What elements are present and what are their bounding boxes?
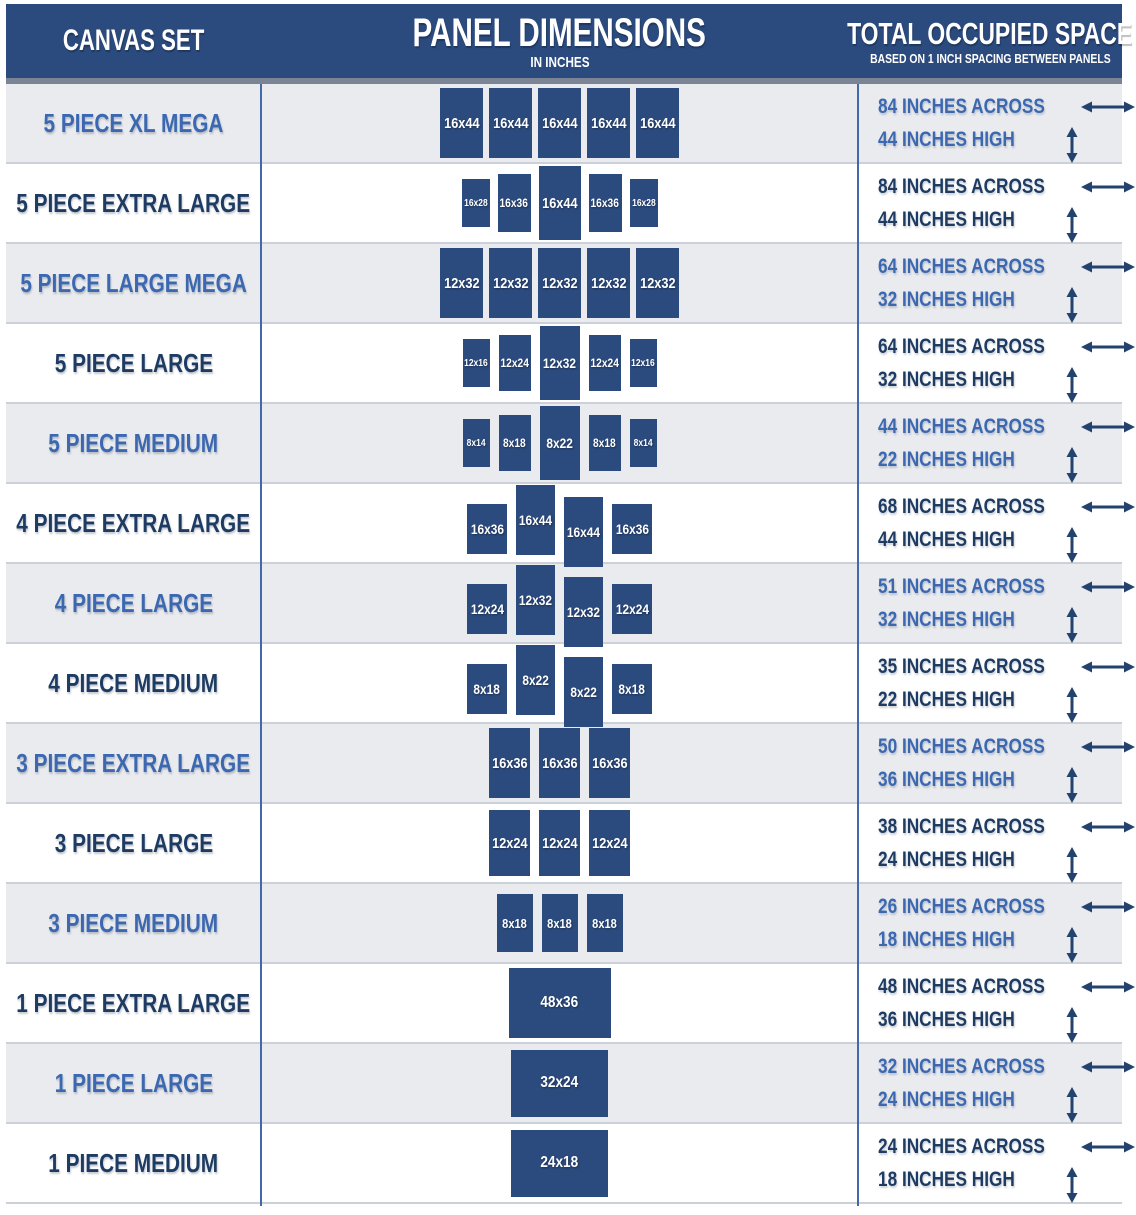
horizontal-arrow-icon (1081, 1140, 1135, 1154)
canvas-panel (498, 174, 531, 232)
canvas-panel (516, 485, 555, 555)
horizontal-arrow-icon (1081, 660, 1135, 674)
inches-high-line (878, 767, 1092, 793)
inches-across-label: 51 INCHES ACROSS (878, 574, 1045, 598)
canvas-set-name: 5 PIECE LARGE MEGA (20, 267, 247, 298)
panel-size-label: 16x28 (631, 197, 656, 209)
panel-layout (261, 84, 858, 162)
panel-size-label: 8x18 (618, 681, 646, 697)
table-row (6, 1044, 1122, 1124)
inches-high-label: 36 INCHES HIGH (878, 1007, 1015, 1031)
panel-size-label: 16x44 (541, 114, 578, 132)
occupied-space (858, 1044, 1122, 1122)
panel-size-label: 8x14 (633, 437, 653, 449)
occupied-space (858, 164, 1122, 242)
canvas-panel (538, 88, 581, 158)
table-row (6, 964, 1122, 1044)
vertical-arrow-icon (1045, 277, 1099, 323)
panel-size-label: 16x36 (615, 521, 649, 537)
canvas-panel (509, 968, 611, 1038)
occupied-space (858, 404, 1122, 482)
panel-size-label: 8x18 (593, 436, 616, 450)
panel-size-label: 12x24 (591, 834, 628, 852)
header-canvas-set (6, 4, 261, 78)
horizontal-arrow-icon (1081, 340, 1135, 354)
inches-high-label: 36 INCHES HIGH (878, 767, 1015, 791)
panel-size-label: 12x24 (615, 601, 649, 617)
canvas-panel (612, 584, 652, 634)
canvas-panel (489, 88, 532, 158)
canvas-panel (540, 406, 580, 480)
vertical-arrow-icon (1045, 677, 1099, 723)
horizontal-arrow-icon (1081, 900, 1135, 914)
inches-high-line (878, 1087, 1092, 1113)
inches-across-label: 50 INCHES ACROSS (878, 734, 1045, 758)
vertical-arrow-icon (1045, 357, 1099, 403)
panel-size-label: 8x22 (522, 672, 549, 688)
panel-size-label: 8x18 (547, 915, 572, 931)
inches-high-line (878, 687, 1092, 713)
panel-layout (261, 644, 858, 722)
horizontal-arrow-icon (1081, 980, 1135, 994)
panel-size-label: 12x32 (541, 274, 578, 292)
header-total-occupied-space (847, 4, 1133, 78)
canvas-set-name: 1 PIECE LARGE (54, 1067, 213, 1098)
vertical-arrow-icon (1045, 1077, 1099, 1123)
panel-layout (261, 1044, 858, 1122)
canvas-panel (630, 419, 657, 467)
panel-size-label: 16x36 (541, 754, 578, 772)
panel-layout (261, 804, 858, 882)
inches-across-label: 38 INCHES ACROSS (878, 814, 1045, 838)
occupied-space (858, 564, 1122, 642)
inches-high-line (878, 1007, 1092, 1033)
canvas-panel (630, 179, 658, 227)
canvas-panel (587, 894, 623, 952)
panel-size-label: 8x18 (502, 915, 527, 931)
panel-size-label: 8x22 (570, 684, 597, 700)
inches-high-line (878, 287, 1092, 313)
inches-high-label: 22 INCHES HIGH (878, 447, 1015, 471)
table-row (6, 724, 1122, 804)
occupied-space (858, 484, 1122, 562)
horizontal-arrow-icon (1081, 500, 1135, 514)
panel-layout (261, 404, 858, 482)
horizontal-arrow-icon (1081, 1060, 1135, 1074)
panel-size-label: 12x24 (541, 834, 578, 852)
canvas-set-name: 1 PIECE MEDIUM (48, 1147, 219, 1178)
canvas-panel (497, 894, 533, 952)
inches-high-label: 24 INCHES HIGH (878, 1087, 1015, 1111)
inches-high-label: 18 INCHES HIGH (878, 927, 1015, 951)
canvas-panel (589, 810, 630, 876)
horizontal-arrow-icon (1081, 820, 1135, 834)
panel-size-label: 12x32 (492, 274, 529, 292)
canvas-panel (612, 664, 652, 714)
panel-size-label: 16x44 (492, 114, 529, 132)
canvas-set-name: 3 PIECE MEDIUM (48, 907, 219, 938)
canvas-panel (440, 248, 483, 318)
panel-layout (261, 884, 858, 962)
panel-size-label: 16x36 (590, 196, 620, 210)
inches-high-label: 18 INCHES HIGH (878, 1167, 1015, 1191)
inches-high-line (878, 927, 1092, 953)
table-row (6, 164, 1122, 244)
panel-layout (261, 484, 858, 562)
canvas-set-name: 4 PIECE EXTRA LARGE (16, 507, 251, 538)
canvas-panel (511, 1130, 608, 1197)
panel-size-label: 48x36 (540, 994, 579, 1011)
panel-size-label: 16x44 (566, 524, 601, 540)
vertical-arrow-icon (1045, 837, 1099, 883)
occupied-space (858, 84, 1122, 162)
occupied-space (858, 884, 1122, 962)
panel-layout (261, 1124, 858, 1202)
panel-size-label: 32x24 (540, 1074, 579, 1091)
table-row (6, 884, 1122, 964)
canvas-panel (539, 166, 581, 240)
canvas-panel (489, 810, 530, 876)
panel-size-label: 12x32 (566, 604, 601, 620)
panel-size-label: 16x36 (491, 754, 528, 772)
vertical-arrow-icon (1045, 757, 1099, 803)
vertical-arrow-icon (1045, 1157, 1099, 1203)
canvas-set-name: 3 PIECE EXTRA LARGE (16, 747, 251, 778)
horizontal-arrow-icon (1081, 180, 1135, 194)
canvas-panel (489, 248, 532, 318)
inches-high-label: 22 INCHES HIGH (878, 687, 1015, 711)
canvas-panel (587, 248, 630, 318)
inches-high-label: 44 INCHES HIGH (878, 527, 1015, 551)
canvas-set-table (6, 84, 1122, 1204)
panel-size-label: 12x16 (464, 357, 488, 369)
table-row (6, 804, 1122, 884)
inches-high-line (878, 447, 1092, 473)
canvas-panel (564, 497, 603, 567)
canvas-panel (462, 179, 490, 227)
inches-high-line (878, 127, 1092, 153)
horizontal-arrow-icon (1081, 740, 1135, 754)
table-row (6, 484, 1122, 564)
canvas-panel (511, 1050, 608, 1117)
table-row (6, 84, 1122, 164)
panel-size-label: 8x18 (503, 436, 526, 450)
canvas-panel (589, 728, 630, 798)
panel-layout (261, 324, 858, 402)
inches-across-label: 35 INCHES ACROSS (878, 654, 1045, 678)
canvas-panel (516, 645, 555, 715)
inches-across-label: 84 INCHES ACROSS (878, 94, 1045, 118)
canvas-panel (589, 335, 621, 391)
panel-layout (261, 724, 858, 802)
panel-size-label: 16x36 (499, 196, 529, 210)
canvas-set-name: 5 PIECE EXTRA LARGE (16, 187, 251, 218)
canvas-panel (499, 415, 531, 471)
panel-layout (261, 244, 858, 322)
panel-size-label: 16x28 (463, 197, 488, 209)
table-row (6, 404, 1122, 484)
panel-layout (261, 164, 858, 242)
inches-high-line (878, 847, 1092, 873)
inches-high-label: 32 INCHES HIGH (878, 287, 1015, 311)
canvas-panel (612, 504, 652, 554)
panel-size-label: 8x18 (473, 681, 501, 697)
vertical-arrow-icon (1045, 917, 1099, 963)
panel-size-label: 16x36 (591, 754, 628, 772)
inches-high-label: 32 INCHES HIGH (878, 607, 1015, 631)
total-occupied-space-title: TOTAL OCCUPIED SPACE (847, 15, 1133, 51)
canvas-panel (540, 326, 580, 400)
panel-size-label: 12x32 (443, 274, 480, 292)
canvas-panel (539, 728, 580, 798)
occupied-space (858, 324, 1122, 402)
table-row (6, 564, 1122, 644)
header-panel-dimensions (261, 4, 858, 78)
column-divider-right (857, 84, 859, 1206)
canvas-panel (516, 565, 555, 635)
total-occupied-space-subtitle: BASED ON 1 INCH SPACING BETWEEN PANELS (869, 50, 1111, 66)
occupied-space (858, 244, 1122, 322)
canvas-panel (630, 339, 657, 387)
panel-size-label: 12x32 (590, 274, 627, 292)
canvas-set-name: 3 PIECE LARGE (54, 827, 213, 858)
canvas-panel (589, 174, 622, 232)
occupied-space (858, 724, 1122, 802)
panel-size-label: 16x44 (639, 114, 676, 132)
table-header (6, 4, 1133, 84)
canvas-panel (564, 577, 603, 647)
canvas-panel (463, 339, 490, 387)
inches-across-label: 26 INCHES ACROSS (878, 894, 1045, 918)
inches-across-label: 84 INCHES ACROSS (878, 174, 1045, 198)
inches-across-label: 48 INCHES ACROSS (878, 974, 1045, 998)
panel-size-label: 12x32 (639, 274, 676, 292)
inches-across-label: 68 INCHES ACROSS (878, 494, 1045, 518)
inches-high-line (878, 207, 1092, 233)
column-divider-left (260, 84, 262, 1206)
vertical-arrow-icon (1045, 117, 1099, 163)
panel-size-label: 12x24 (500, 356, 529, 370)
canvas-set-name: 4 PIECE LARGE (54, 587, 213, 618)
panel-size-label: 12x32 (518, 592, 553, 608)
panel-size-label: 12x24 (590, 356, 619, 370)
vertical-arrow-icon (1045, 197, 1099, 243)
inches-high-label: 44 INCHES HIGH (878, 127, 1015, 151)
inches-across-label: 64 INCHES ACROSS (878, 334, 1045, 358)
panel-size-label: 8x18 (592, 915, 617, 931)
inches-across-label: 24 INCHES ACROSS (878, 1134, 1045, 1158)
inches-high-line (878, 607, 1092, 633)
inches-high-line (878, 527, 1092, 553)
canvas-panel (538, 248, 581, 318)
horizontal-arrow-icon (1081, 260, 1135, 274)
canvas-panel (587, 88, 630, 158)
inches-high-line (878, 1167, 1092, 1193)
panel-dimensions-subtitle: IN INCHES (529, 53, 590, 71)
vertical-arrow-icon (1045, 997, 1099, 1043)
table-row (6, 644, 1122, 724)
inches-across-label: 44 INCHES ACROSS (878, 414, 1045, 438)
panel-layout (261, 564, 858, 642)
table-row (6, 1124, 1122, 1204)
table-row (6, 244, 1122, 324)
canvas-set-name: 5 PIECE LARGE (54, 347, 213, 378)
canvas-set-name: 1 PIECE EXTRA LARGE (16, 987, 251, 1018)
table-row (6, 324, 1122, 404)
canvas-set-name: 5 PIECE XL MEGA (43, 107, 224, 138)
canvas-panel (463, 419, 490, 467)
occupied-space (858, 644, 1122, 722)
occupied-space (858, 964, 1122, 1042)
panel-size-label: 8x14 (466, 437, 486, 449)
panel-size-label: 12x24 (491, 834, 528, 852)
panel-dimensions-title: PANEL DIMENSIONS (412, 10, 707, 55)
panel-size-label: 12x32 (542, 355, 577, 371)
canvas-panel (467, 664, 507, 714)
panel-size-label: 12x24 (470, 601, 504, 617)
panel-size-label: 16x44 (443, 114, 480, 132)
horizontal-arrow-icon (1081, 420, 1135, 434)
vertical-arrow-icon (1045, 597, 1099, 643)
panel-size-label: 24x18 (540, 1154, 579, 1171)
inches-across-label: 64 INCHES ACROSS (878, 254, 1045, 278)
panel-size-label: 16x44 (541, 194, 578, 212)
canvas-panel (589, 415, 621, 471)
canvas-set-name: 5 PIECE MEDIUM (48, 427, 219, 458)
inches-high-line (878, 367, 1092, 393)
canvas-panel (636, 248, 679, 318)
canvas-panel (564, 657, 603, 727)
canvas-panel (440, 88, 483, 158)
canvas-set-title: CANVAS SET (62, 24, 205, 57)
panel-size-label: 16x44 (518, 512, 553, 528)
canvas-panel (467, 584, 507, 634)
canvas-panel (467, 504, 507, 554)
panel-size-label: 12x16 (631, 357, 655, 369)
canvas-panel (499, 335, 531, 391)
panel-layout (261, 964, 858, 1042)
panel-size-label: 16x36 (470, 521, 504, 537)
inches-high-label: 32 INCHES HIGH (878, 367, 1015, 391)
inches-high-label: 24 INCHES HIGH (878, 847, 1015, 871)
canvas-panel (539, 810, 580, 876)
vertical-arrow-icon (1045, 517, 1099, 563)
occupied-space (858, 804, 1122, 882)
panel-size-label: 16x44 (590, 114, 627, 132)
canvas-panel (636, 88, 679, 158)
canvas-panel (542, 894, 578, 952)
canvas-panel (489, 728, 530, 798)
vertical-arrow-icon (1045, 437, 1099, 483)
canvas-set-name: 4 PIECE MEDIUM (48, 667, 219, 698)
horizontal-arrow-icon (1081, 100, 1135, 114)
panel-size-label: 8x22 (546, 435, 573, 451)
horizontal-arrow-icon (1081, 580, 1135, 594)
inches-high-label: 44 INCHES HIGH (878, 207, 1015, 231)
occupied-space (858, 1124, 1122, 1202)
inches-across-label: 32 INCHES ACROSS (878, 1054, 1045, 1078)
